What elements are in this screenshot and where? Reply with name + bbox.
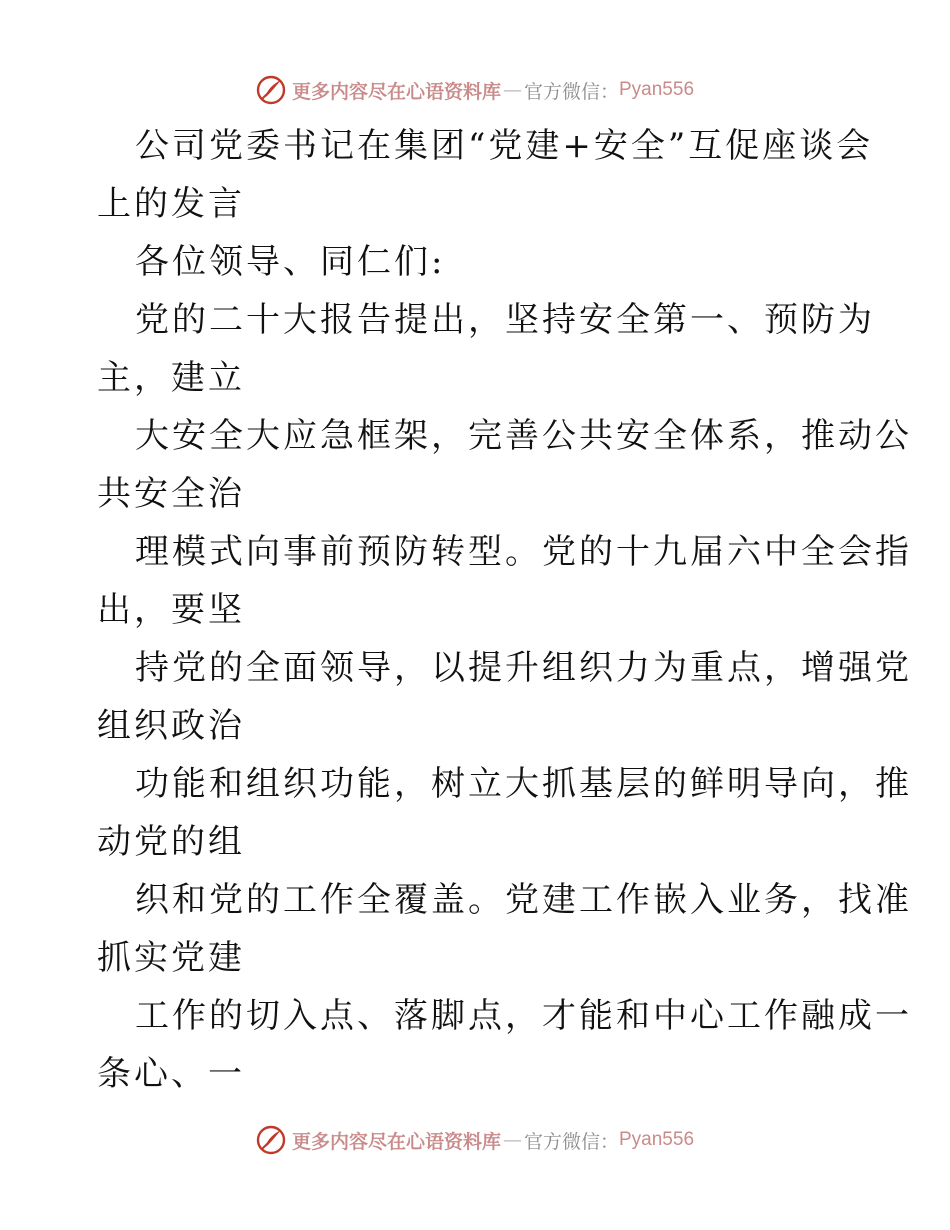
banner-dash: — [502, 1129, 522, 1151]
red-feather-quill-logo-icon [256, 75, 286, 105]
banner-slogan: 更多内容尽在心语资料库 [291, 1130, 501, 1153]
paragraph-line: 出，要坚 [97, 590, 245, 630]
title-line-1: 公司党委书记在集团“党建+安全”互促座谈会 [135, 126, 874, 166]
paragraph-line: 组织政治 [97, 706, 245, 746]
banner-dash: — [502, 79, 522, 101]
title-line-2: 上的发言 [97, 184, 245, 224]
paragraph-line: 条心、一 [97, 1054, 245, 1094]
paragraph-line: 理模式向事前预防转型。党的十九届六中全会指 [135, 532, 912, 572]
paragraph-line: 共安全治 [97, 474, 245, 514]
banner-wechat-label: 官方微信： [523, 80, 619, 103]
paragraph-line: 功能和组织功能，树立大抓基层的鲜明导向，推 [135, 764, 912, 804]
banner-wechat-label: 官方微信： [523, 1130, 619, 1153]
red-feather-quill-logo-icon [256, 1125, 286, 1155]
paragraph-line: 持党的全面领导，以提升组织力为重点，增强党 [135, 648, 912, 688]
paragraph-line: 抓实党建 [97, 938, 245, 978]
paragraph-line: 大安全大应急框架，完善公共安全体系，推动公 [135, 416, 912, 456]
document-body [97, 117, 912, 1103]
banner-wechat-id: Pyan556 [619, 1129, 695, 1150]
paragraph-line: 动党的组 [97, 822, 245, 862]
salutation: 各位领导、同仁们: [135, 242, 446, 282]
paragraph-line: 织和党的工作全覆盖。党建工作嵌入业务，找准 [135, 880, 912, 920]
paragraph-line: 主，建立 [97, 358, 245, 398]
banner-slogan: 更多内容尽在心语资料库 [291, 80, 501, 103]
paragraph-line: 党的二十大报告提出，坚持安全第一、预防为 [135, 300, 875, 340]
paragraph-line: 工作的切入点、落脚点，才能和中心工作融成一 [135, 996, 912, 1036]
footer-banner [0, 1120, 950, 1160]
banner-wechat-id: Pyan556 [619, 79, 695, 100]
header-banner [0, 70, 950, 110]
